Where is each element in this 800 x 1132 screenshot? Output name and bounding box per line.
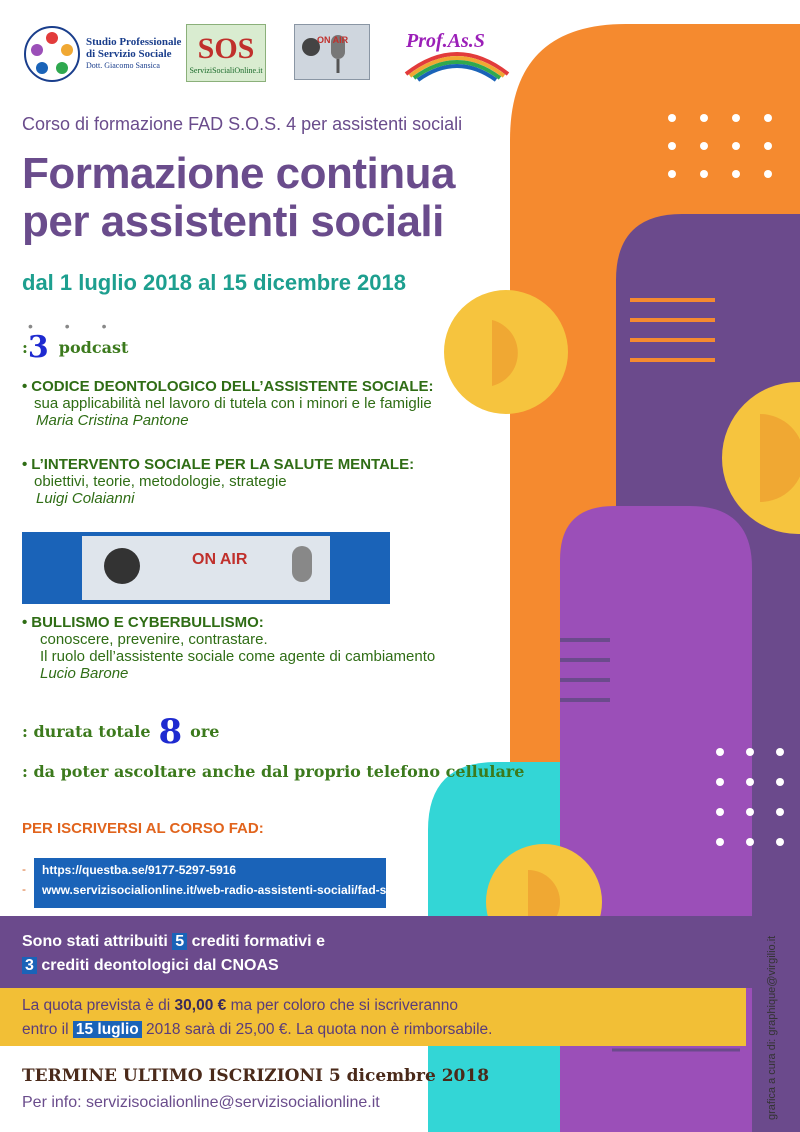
fee-amount: 30,00 € [174,997,227,1014]
item-2-head: L’INTERVENTO SOCIALE PER LA SALUTE MENTALE: [31,456,415,473]
podcast-item-2: • L’INTERVENTO SOCIALE PER LA SALUTE MENTALE: obiettivi, teorie, metodologie, strategie Luigi Colaianni [22,456,415,507]
radio-logo-text: ON AIR [317,35,349,45]
link-dash-2: - [22,882,26,896]
fee-c: entro il [22,1021,69,1038]
enroll-link-1[interactable]: https://questba.se/9177-5297-5916 [42,863,237,877]
item-2-desc: obiettivi, teorie, metodologie, strategie [34,473,287,490]
item-2-author: Luigi Colaianni [36,490,135,507]
studio-line3: Dott. Giacomo Sansica [86,61,160,70]
sos-logo-text: SOS [197,31,255,65]
podcast-count: :3 podcast [22,330,129,365]
fee-text [22,994,492,1042]
podcast-label: podcast [58,338,129,357]
sos-logo-sub: ServiziSocialiOnline.it [189,65,263,75]
separator-dots: • • • [28,318,121,334]
link-dash-1: - [22,862,26,876]
item-3-desc-2: Il ruolo dell’assistente sociale come agente di cambiamento [40,648,436,665]
studio-logo-icon [22,24,82,84]
deadline: TERMINE ULTIMO ISCRIZIONI 5 dicembre 2018 [22,1066,490,1086]
microphone-banner-icon [82,536,330,600]
duration-suffix: ore [190,722,220,741]
podcast-number: 3 [27,330,49,365]
graphic-credit [766,890,786,1120]
listen-note: : da poter ascoltare anche dal proprio telefono cellulare [22,762,525,781]
contact-info: Per info: servizisocialionline@servizisocialionline.it [22,1094,380,1111]
item-3-desc-1: conoscere, prevenire, contrastare. [40,631,268,648]
graphic-credit-text: grafica a cura di: graphique@virgilio.it [766,935,778,1120]
credits-text [22,930,325,978]
radio-logo [294,24,370,80]
microphone-icon [297,27,367,77]
course-subtitle: Corso di formazione FAD S.O.S. 4 per assistenti sociali [22,114,463,134]
podcast-item-3: • BULLISMO E CYBERBULLISMO: conoscere, prevenire, contrastare. Il ruolo dell’assistente sociale come agente di cambiamento Lucio Barone [22,614,436,682]
enroll-heading: PER ISCRIVERSI AL CORSO FAD: [22,820,264,837]
credits-deontologici-number: 3 [22,957,37,974]
studio-logo [22,24,182,84]
title-line1: Formazione continua [22,149,455,198]
page-title [22,150,455,246]
credits-formativi-number: 5 [172,933,187,950]
title-line2: per assistenti sociali [22,197,444,246]
item-3-author: Lucio Barone [40,665,129,682]
credits-line2-b: crediti deontologici dal CNOAS [41,957,279,974]
radio-banner [22,532,390,604]
radio-banner-image [82,536,330,600]
profass-text: Prof.As.S [406,30,485,52]
podcast-item-1: • CODICE DEONTOLOGICO DELL’ASSISTENTE SOCIALE: sua applicabilità nel lavoro di tutela con i minori e le famiglie Maria Cristina Pantone [22,378,434,429]
duration-prefix: : durata totale [22,722,151,741]
duration-hours: 8 [158,712,183,752]
item-1-desc: sua applicabilità nel lavoro di tutela con i minori e le famiglie [34,395,432,412]
fee-date: 15 luglio [73,1021,142,1038]
item-1-author: Maria Cristina Pantone [36,412,189,429]
profass-logo [396,24,518,84]
banner-text: ON AIR [192,551,248,568]
credits-line1-a: Sono stati attribuiti [22,933,168,950]
item-3-head: BULLISMO E CYBERBULLISMO: [31,614,264,631]
fee-a: La quota prevista è di [22,997,171,1014]
studio-line2: di Servizio Sociale [86,48,172,60]
fee-b: ma per coloro che si iscriveranno [230,997,458,1014]
enroll-link-2[interactable]: www.servizisocialionline.it/web-radio-assistenti-sociali/fad-sos-4 [42,883,411,897]
fee-d: 2018 sarà di 25,00 €. La quota non è rimborsabile. [146,1021,493,1038]
credits-line1-b: crediti formativi e [191,933,325,950]
course-dates: dal 1 luglio 2018 al 15 dicembre 2018 [22,270,406,295]
studio-line1: Studio Professionale [86,36,182,48]
total-duration [22,712,219,752]
item-1-head: CODICE DEONTOLOGICO DELL’ASSISTENTE SOCIALE: [31,378,434,395]
sos-logo [186,24,266,82]
